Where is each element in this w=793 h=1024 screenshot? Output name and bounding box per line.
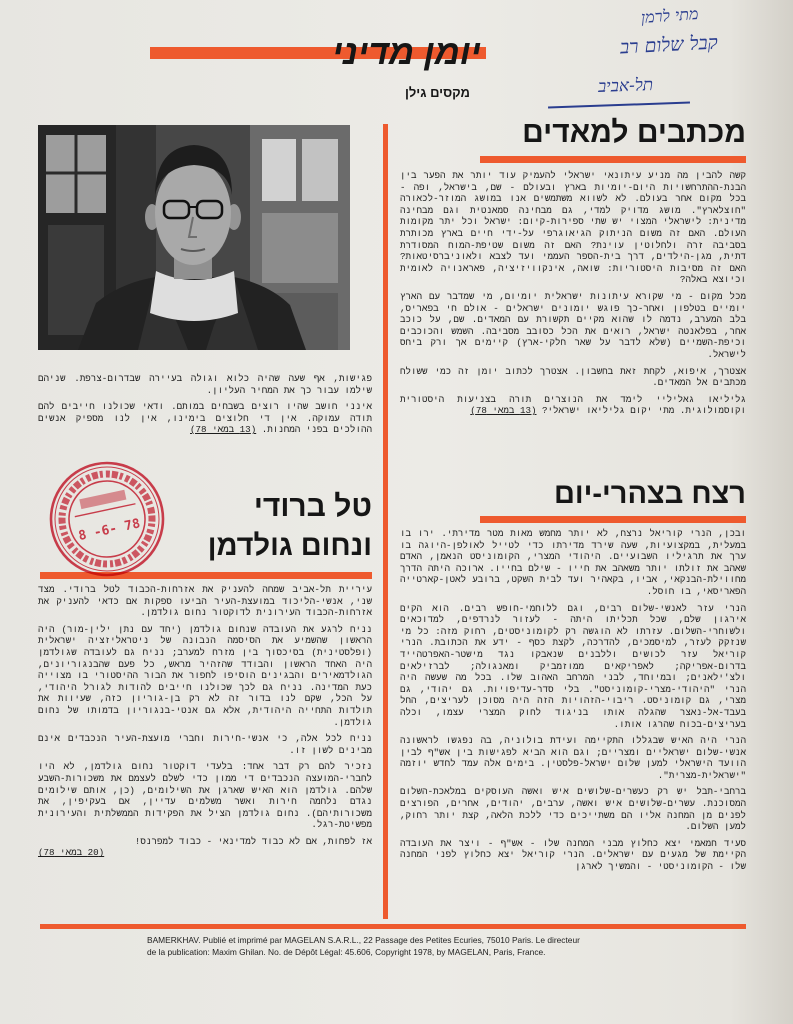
article-paragraph: מכל מקום - מי שקורא עיתונות ישראלית יומיום, מי שמדבר עם הארץ יומיים בטלפון ואחר-כך פוגש יומונים ישראלים - אולם חי בפאריס, בלב המערב, נדמה לו שהוא מקיים תקשורת עם המאדים. שם, על כוכב אחר, בפלאנטה ישראל, רואים את הכל כסובב מסביבה. השמש והכוכבים וכיפת-השמיים (שלא לדבר על שאר חלקי-ארץ) קיימים אך ורק ביחס לישראל.	[400, 290, 746, 360]
article-midday-murder-body	[400, 528, 746, 878]
handwritten-note-line-2: קבל שלום רב	[619, 31, 719, 59]
portrait-photo	[38, 125, 350, 350]
footer-accent-bar	[40, 924, 746, 929]
article-letters-to-mars-body	[400, 170, 746, 422]
received-stamp	[46, 458, 168, 580]
article-paragraph: סעיד חמאמי יצא כחלוץ מבני המחנה שלו - אש"ף - ויצר את העובדה הקיימת של מגעים עם ישראלים. הנרי קוריאל יצא כחלוץ לפני המחנה שלו - הקומוניסטי - והמשיך לארגן	[400, 837, 746, 873]
stamp-date: 8 -6- 78	[77, 516, 142, 545]
article-paragraph: אצטרך, איפוא, לקחת זאת בחשבון. אצטרך לכתוב יומן זה כמי ששולח מכתבים אל המאדים.	[400, 365, 746, 389]
article-paragraph: ברחבי-תבל יש רק כעשרים-שלושים איש ואשה העוסקים במלאכת-השלום המסוכנת. עשרים-שלושים איש ואשה, ערבים, יהודים, אחרים, הפורצים לפנים מן המחנה אליו הם משתייכים כדי ללכת הלאה, קצת יותר רחוק, למען השלום.	[400, 786, 746, 833]
handwritten-note-line-3: תל-אביב	[597, 75, 654, 97]
paragraph-text: אינני חושב שהיו רוצים בשבחים במותם. ודאי שכולנו חייבים להם תודה עמוקה. אין די חלוצים בימינו, אין לנו מספיק אנשים ההולכים בפני המחנות.	[38, 401, 372, 436]
article-date: (13 במאי 78)	[470, 405, 537, 417]
article-date: (13 במאי 78)	[190, 424, 257, 436]
headline-brodie-goldmann-line-1: טל ברודי	[253, 490, 372, 523]
headline-letters-to-mars: מכתבים למאדים	[522, 116, 746, 149]
article-paragraph: ובכן, הנרי קוריאל נרצח, לא יותר מחמש מאות מטר מדירתי. ירו בו במעלית, במקצועיות, שעה שירד מדירתו כדי לטייל לאולפן-היוגה בו ערך את תרגיליו השבועיים. היהודי המצרי, הקומוניסט הנאמן, האדם שאהב את זולתו יותר משאהב את חייו - שילם בחייו. ארוכה היתה הדרך מחווילת-הבנקאי, אביו, בקאהיר ועד לבית השקט, ברובע לאטן-קארטייה הפאריסאי, בו חוסל.	[400, 528, 746, 597]
article-date-line	[38, 847, 372, 859]
publisher-imprint	[147, 935, 580, 958]
imprint-line-1: BAMERKHAV. Publié et imprimé par MAGELAN S.A.R.L., 22 Passage des Petites Ecuries, 75010 Paris. Le directeur	[147, 935, 580, 945]
imprint-line-2: de la publication: Maxim Ghilan. No. de Dépôt Légal: 45.606, Copyright 1978, by MAGELAN, Paris, France.	[147, 946, 546, 957]
article-paragraph-last	[38, 401, 372, 436]
headline-underline	[480, 156, 746, 163]
column-divider	[383, 124, 388, 919]
article-midday-murder-continuation	[38, 373, 372, 441]
article-paragraph: קשה להבין מה מניע עיתונאי ישראלי להעמיק עוד יותר את הפער בין הבנת-ההתרחשויות היום-יומיות בארץ ובעולם - שם, בישראל, ופה - בכל מקום אחר בעולם. לא לשווא משתמשים אנו במושג המוזר-לכאורה "חוצלארץ". מושג מדויק למדי, גם מבחינה סמאנטית וגם מבחינה מדינית: לישראלי המצוי יש שתי ספירות-קיום: ישראל וכל יתר מקומות העולם. האם זה משום הניתוק הגיאוגרפי על-ידי חיים בארץ מכותרת בסביבה זרה ולחלוטין עוינת? האם זה משום שטיפת-המוח המסודרת דתית, מגן-הילדים, דרך בית-הספר העממי ועד לצבא ולאוניברסיטאות? האם זה מסיבות היסטוריות: שואה, אינקוויזיציה, פאראנויה לאומית וכיוצא באלה?	[400, 170, 746, 286]
article-paragraph: נניח לכל אלה, כי אנשי-חירות וחברי מועצת-העיר הנכבדים אינם מבינים לשון זו.	[38, 733, 372, 756]
article-date: (20 במאי 78)	[38, 847, 105, 859]
headline-brodie-goldmann-line-2: ונחום גולדמן	[207, 530, 372, 562]
headline-midday-murder: רצח בצהרי-יום	[553, 478, 746, 510]
article-paragraph: נניח לרגע את העובדה שנחום גולדמן (יחד עם נתן ילין-מור) היה הראשון שהשמיע את הסיסמה הנבונה של ניטראליזציה ישראלית (ופלסטינית) בסיכסוך בין מזרח למערב; נניח גם לעובדה שגולדמן היה האחד הראשון והבודד שהזהיר מראש, כל פעם שהבנגוריונים, הגולדמאירים והבגינים הוסיפו לחפור את הבור ההיסטורי בו מצוייה כעת המדינה. נניח גם לכך שכולנו חייבים להודות לגורל היהודי, על הכל, שקם לנו בדור זה לא רק בן-גוריון כזה, שעיוות את תולדות התחייה היהודית, אלא גם אנטי-בנגוריון בדמותו של נחום גולדמן.	[38, 623, 372, 728]
article-paragraph: הנרי היה האיש שבגללו התקיימה ועידת בולוניה, בה נפגשו לראשונה אנשי-שלום ישראליים ומצריים; וגם הוא הביא לפגישות בין אש"ף לבין הוועד הישראלי למען שלום ישראל-פלסטין. בימים אלה עמד לחדש יוזמה "ישראלית-מצרית".	[400, 735, 746, 781]
article-paragraph: עיריית תל-אביב שמחה להעניק את אזרחות-הכבוד לטל ברודי. מצד שני, אנשי-הליכוד במועצת-העיר הביעו ספקות אם כדאי להעניק את אזרחות-הכבוד העירונית לדוקטור נחום גולדמן.	[38, 584, 372, 619]
author-byline: מקסים גילן	[404, 85, 470, 100]
page-title: יומן מדיני	[332, 33, 481, 72]
headline-underline	[480, 516, 746, 523]
article-paragraph-last	[400, 394, 746, 417]
article-paragraph: הנרי עזר לאנשי-שלום רבים, וגם ללוחמי-חופש רבים. הוא הקים אירגון שלם, שכל תכליתו היתה - לעזור לנרדפים, למדוכאים ולשוחרי-השלום. עזרתו לא הוגשה רק לקומוניסטים, רחוק מזה: כל מי שנזקק לעזר, למיסמכים, להדרכה, לקצת כסף - ידע את הכתובת. הנרי קוריאל עזר לכושים וללבנים שנאבקו נגד מישטר-האפרטהייד בדרום-אפריקה; לאפריקאים ממוזמביק ומאנגולה; לברזילאים ולצ'ילאנים; ובמיוחד, לבני המרחב האהוב שלו. בכל מה שעשה היה הנרי "היהודי-מצרי-קומוניסט". בלי סדר-עדיפויות. גם יהודי, גם מצרי, גם קומוניסט. ריבוי-הזהויות הזה היה מסוכן לעריצים, החל בעבד-אל-נאצר שהגלה אותו בניגוד לחוק המצרי עצמו, וכלה בעריצים-בכוח שהרגו אותו.	[400, 602, 746, 730]
handwritten-note-line-1: מתי לרמן	[639, 4, 699, 27]
article-paragraph: פגישות, אף שעה שהיה כלוא וגולה בעיירה שבדרום-צרפת. שניהם שילמו עבור כך את המחיר העליון.	[38, 373, 372, 396]
handwritten-underline	[548, 102, 690, 108]
article-brodie-goldmann-body	[38, 584, 372, 864]
paragraph-text: גליליאו גאליליי לימד את הנוצרים תורה בצניעות היסטורית וקוסמולוגית. מתי יקום גליליאו ישראלי?	[400, 393, 746, 417]
article-paragraph: אז לפחות, אם לא כבוד למדינאי - כבוד למפרנס!	[134, 835, 372, 847]
article-paragraph: נזכיר להם רק דבר אחד: בלעדי דוקטור נחום גולדמן, לא היו לחברי-המועצה הנכבדים די ממון כדי לשלם לעצמם את משכורות-השבע שלהם. גולדמן הוא האיש שארגן את השילומים, (כן, אותם שילומים נגדם נלחמה חירות ואשר משלמים עדיין, אם בעקיפין, את משכורותיהם). נחום גולדמן הציל את הפקידות הממשלתית והעירונית מפשיטת-רגל.	[38, 761, 372, 831]
